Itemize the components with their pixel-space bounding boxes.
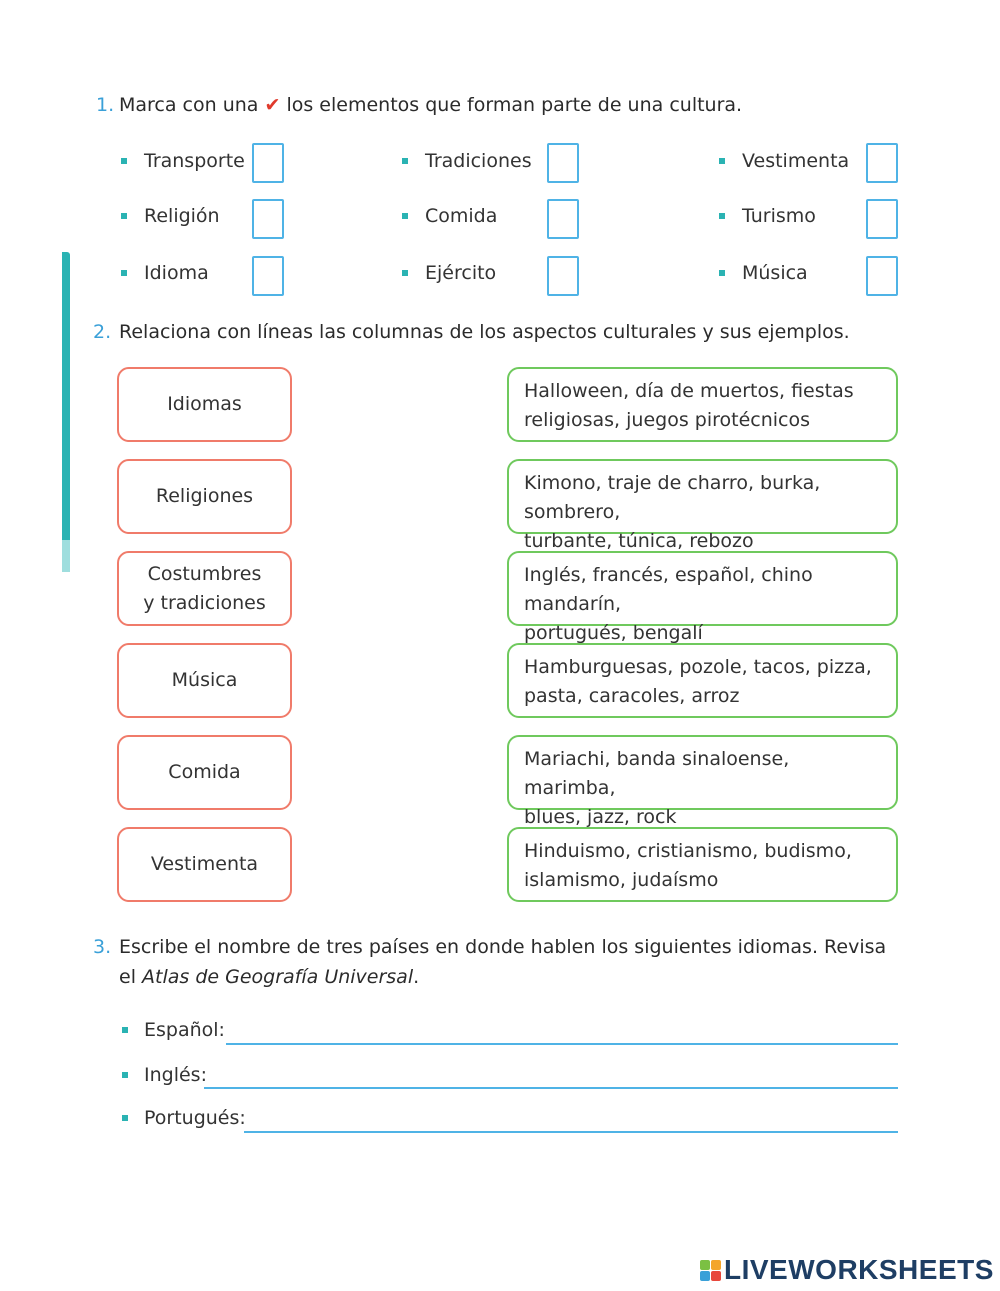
match-left-box[interactable] [117, 735, 292, 810]
match-right-box[interactable] [507, 551, 898, 644]
checkbox-musica[interactable] [866, 256, 898, 296]
match-left-box[interactable] [117, 367, 292, 442]
checkbox-idioma[interactable] [252, 256, 284, 296]
q2-number: 2. [93, 321, 112, 343]
match-right-text: Halloween, día de muertos, fiestas [524, 380, 854, 402]
spanish-answer-line[interactable] [226, 1043, 898, 1045]
option-label: Turismo [742, 205, 816, 227]
match-left-box[interactable] [117, 551, 292, 626]
match-left-text: Comida [168, 761, 241, 783]
match-right-box[interactable] [507, 735, 898, 828]
language-label: Inglés: [144, 1064, 207, 1086]
q2-instruction: Relaciona con líneas las columnas de los aspectos culturales y sus ejemplos. [119, 321, 850, 343]
bullet-icon [121, 270, 127, 276]
logo-text: LIVEWORKSHEETS [724, 1254, 994, 1285]
q3-instruction-line1: Escribe el nombre de tres países en donde hablen los siguientes idiomas. Revisa [119, 936, 887, 958]
checkbox-tradiciones[interactable] [547, 143, 579, 183]
option-label: Tradiciones [425, 150, 532, 172]
bullet-icon [122, 1027, 128, 1033]
checkbox-comida[interactable] [547, 199, 579, 239]
q3-line2-post: . [413, 966, 420, 988]
match-right-text: pasta, caracoles, arroz [524, 685, 740, 707]
bullet-icon [402, 213, 408, 219]
match-right-text: Hamburguesas, pozole, tacos, pizza, [524, 656, 872, 678]
option-label: Música [742, 262, 808, 284]
q1-number: 1. [96, 94, 115, 116]
match-left-text: Música [171, 669, 238, 691]
match-right-box[interactable] [507, 827, 898, 902]
match-left-box[interactable] [117, 827, 292, 902]
match-left-text: y tradiciones [143, 591, 266, 614]
bullet-icon [121, 213, 127, 219]
match-right-text: islamismo, judaísmo [524, 869, 719, 891]
q3-line2-pre: el [119, 966, 143, 988]
match-right-box[interactable] [507, 367, 898, 442]
match-right-text: portugués, bengalí [524, 622, 703, 644]
match-left-text: Idiomas [167, 393, 242, 415]
match-left-text: Costumbres [147, 562, 262, 585]
language-label: Portugués: [144, 1107, 246, 1129]
option-label: Religión [144, 205, 220, 227]
bullet-icon [121, 158, 127, 164]
checkbox-vestimenta[interactable] [866, 143, 898, 183]
match-left-box[interactable] [117, 643, 292, 718]
match-right-text: Mariachi, banda sinaloense, marimba, [524, 748, 790, 799]
bullet-icon [719, 158, 725, 164]
bullet-icon [122, 1115, 128, 1121]
match-right-text: religiosas, juegos pirotécnicos [524, 409, 810, 431]
atlas-title: Atlas de Geografía Universal [142, 966, 414, 988]
q1-text-after: los elementos que forman parte de una cultura. [286, 94, 743, 116]
q3-instruction-line2 [119, 966, 419, 988]
match-left-box[interactable] [117, 459, 292, 534]
match-right-box[interactable] [507, 643, 898, 718]
checkmark-icon: ✔ [264, 94, 281, 116]
match-right-text: Inglés, francés, español, chino mandarín, [524, 564, 813, 615]
checkbox-ejercito[interactable] [547, 256, 579, 296]
match-left-text: Religiones [155, 485, 254, 507]
option-label: Transporte [144, 150, 245, 172]
option-label: Ejército [425, 262, 497, 284]
checkbox-turismo[interactable] [866, 199, 898, 239]
q1-text-before: Marca con una [119, 94, 259, 116]
checkbox-religion[interactable] [252, 199, 284, 239]
option-label: Comida [425, 205, 498, 227]
match-right-text: turbante, túnica, rebozo [524, 530, 754, 552]
language-label: Español: [144, 1019, 225, 1041]
bullet-icon [719, 213, 725, 219]
bullet-icon [719, 270, 725, 276]
portuguese-answer-line[interactable] [244, 1131, 898, 1133]
english-answer-line[interactable] [204, 1087, 898, 1089]
logo-grid-icon [700, 1260, 721, 1281]
match-right-text: blues, jazz, rock [524, 806, 677, 828]
option-label: Idioma [144, 262, 209, 284]
bullet-icon [402, 270, 408, 276]
page-accent-bar [62, 252, 70, 572]
q1-instruction [119, 94, 742, 116]
q3-number: 3. [93, 936, 112, 958]
match-right-text: Kimono, traje de charro, burka, sombrero, [524, 472, 821, 523]
liveworksheets-logo [700, 1254, 994, 1286]
bullet-icon [402, 158, 408, 164]
bullet-icon [122, 1072, 128, 1078]
match-right-box[interactable] [507, 459, 898, 552]
match-right-text: Hinduismo, cristianismo, budismo, [524, 840, 852, 862]
match-left-text: Vestimenta [150, 853, 259, 875]
checkbox-transporte[interactable] [252, 143, 284, 183]
option-label: Vestimenta [742, 150, 850, 172]
